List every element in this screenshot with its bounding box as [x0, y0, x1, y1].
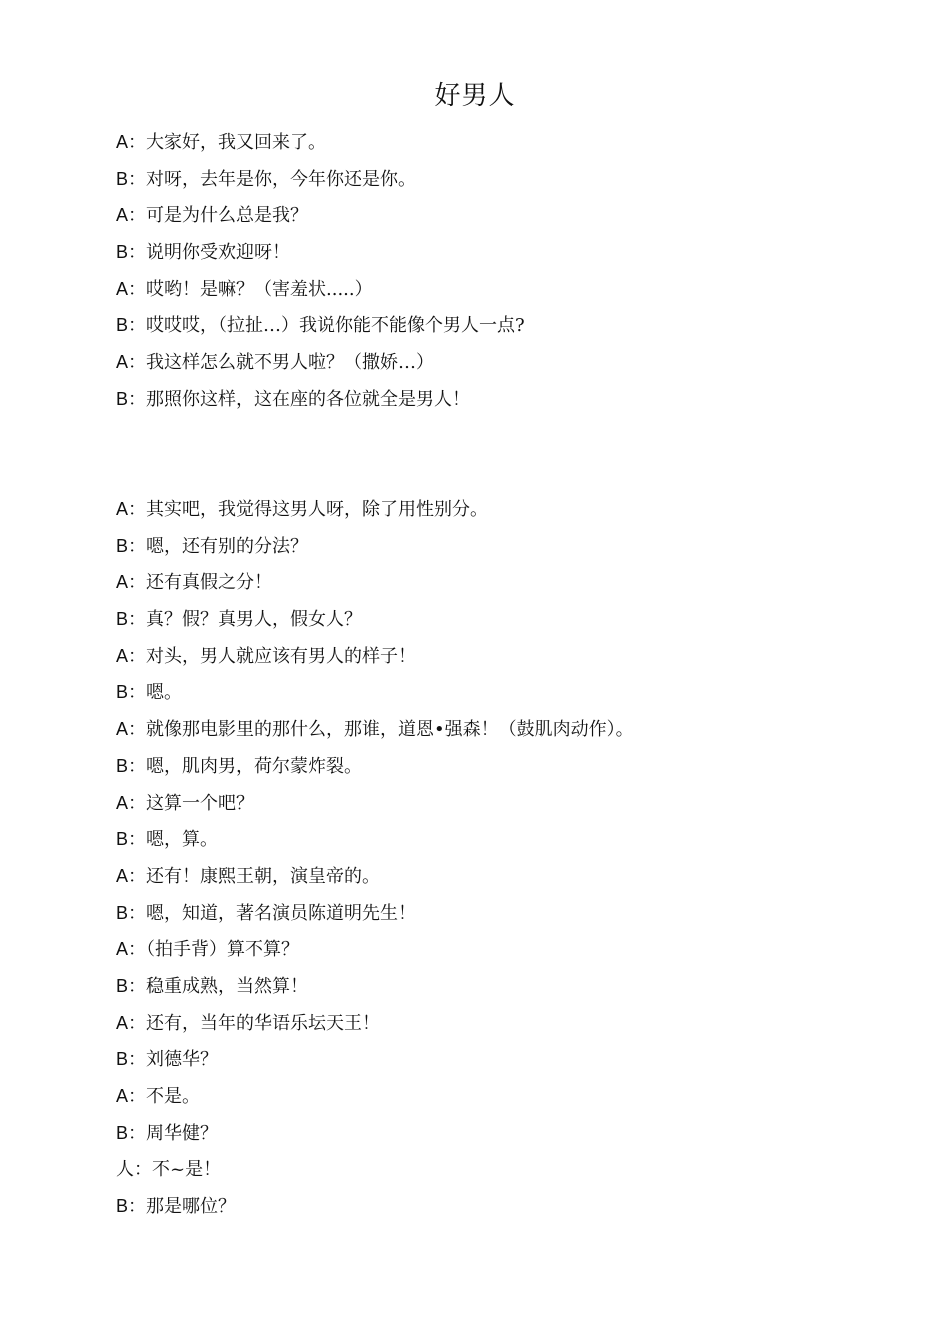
speaker-label: B：	[116, 975, 147, 996]
dialogue-line	[116, 711, 916, 748]
dialogue-line	[116, 1005, 916, 1042]
speaker-label: A：	[116, 719, 147, 740]
dialogue-section-1	[116, 124, 916, 418]
document-title: 好男人	[434, 81, 516, 111]
dialogue-line	[116, 528, 916, 565]
dialogue-line	[116, 1041, 916, 1078]
line-text: 稳重成熟，当然算！	[146, 975, 309, 997]
line-text: 哎哎哎，（拉扯…）我说你能不能像个男人一点?	[146, 315, 525, 337]
dialogue-line	[116, 858, 916, 895]
dialogue-line	[116, 161, 916, 198]
line-text: 那照你这样，这在座的各位就全是男人！	[146, 388, 471, 410]
speaker-label: A：	[116, 939, 147, 960]
line-text: 还有真假之分！	[146, 572, 273, 594]
dialogue-line	[116, 1078, 916, 1115]
line-text: 这算一个吧？	[146, 792, 255, 814]
speaker-label: B：	[116, 682, 147, 703]
line-text: 对头，男人就应该有男人的样子！	[146, 645, 417, 667]
dialogue-line	[116, 307, 916, 344]
line-text: 哎哟！是嘛？（害羞状.....）	[146, 278, 373, 300]
line-text: 还有！康熙王朝，演皇帝的。	[146, 865, 381, 887]
dialogue-line	[116, 124, 916, 161]
line-text: （拍手背）算不算？	[146, 939, 300, 961]
line-text: 还有，当年的华语乐坛天王！	[146, 1012, 381, 1034]
speaker-label: A：	[116, 645, 147, 666]
speaker-label: A：	[116, 1086, 147, 1106]
speaker-label: B：	[116, 388, 147, 409]
line-text: 对呀，去年是你，今年你还是你。	[146, 168, 417, 190]
dialogue-line	[116, 1115, 916, 1152]
dialogue-section-2	[116, 491, 916, 1225]
dialogue-line	[116, 1151, 916, 1188]
speaker-label: B：	[116, 1122, 147, 1143]
dialogue-line	[116, 748, 916, 785]
dialogue-line	[116, 821, 916, 858]
speaker-label: B：	[116, 755, 147, 776]
line-text: 真？假？真男人，假女人？	[146, 609, 363, 631]
speaker-label: A：	[116, 499, 147, 519]
speaker-label: B：	[116, 535, 147, 556]
speaker-label: A：	[116, 1012, 147, 1033]
line-text: 可是为什么总是我？	[146, 205, 309, 227]
speaker-label: A：	[116, 352, 147, 373]
speaker-label: B：	[116, 315, 147, 336]
dialogue-line	[116, 271, 916, 308]
line-text: 那是哪位？	[146, 1196, 237, 1218]
line-text: 嗯，肌肉男，荷尔蒙炸裂。	[146, 755, 363, 777]
speaker-label: B：	[116, 168, 147, 189]
dialogue-line	[116, 564, 916, 601]
line-text: 周华健？	[146, 1122, 219, 1144]
speaker-label: B：	[116, 242, 147, 263]
line-text: 就像那电影里的那什么，那谁，道恩•强森！（鼓肌肉动作）。	[146, 719, 634, 741]
dialogue-line	[116, 785, 916, 822]
line-text: 嗯，算。	[146, 829, 219, 851]
dialogue-line	[116, 491, 916, 528]
dialogue-line	[116, 381, 916, 418]
speaker-label: B：	[116, 1196, 147, 1217]
speaker-label: A：	[116, 132, 147, 152]
speaker-label: A：	[116, 278, 147, 299]
line-text: 嗯，还有别的分法？	[146, 535, 309, 557]
line-text: 大家好，我又回来了。	[146, 132, 327, 153]
dialogue-line	[116, 638, 916, 675]
speaker-label: B：	[116, 1049, 147, 1070]
speaker-label: B：	[116, 902, 147, 923]
dialogue-line	[116, 895, 916, 932]
dialogue-line	[116, 601, 916, 638]
line-text: 不~是！	[152, 1159, 222, 1181]
dialogue-line	[116, 674, 916, 711]
dialogue-line	[116, 197, 916, 234]
speaker-label: A：	[116, 572, 147, 593]
dialogue-line	[116, 968, 916, 1005]
speaker-label: 人：	[116, 1159, 152, 1180]
dialogue-line	[116, 234, 916, 271]
line-text: 说明你受欢迎呀！	[146, 242, 291, 264]
line-text: 其实吧，我觉得这男人呀，除了用性别分。	[146, 499, 489, 520]
line-text: 嗯，知道，著名演员陈道明先生！	[146, 902, 417, 924]
line-text: 我这样怎么就不男人啦？（撒娇…）	[146, 352, 435, 374]
line-text: 刘德华？	[146, 1049, 219, 1071]
speaker-label: B：	[116, 609, 147, 630]
speaker-label: A：	[116, 792, 147, 813]
line-text: 嗯。	[146, 682, 183, 704]
dialogue-line	[116, 931, 916, 968]
speaker-label: B：	[116, 829, 147, 850]
speaker-label: A：	[116, 205, 147, 226]
line-text: 不是。	[146, 1086, 201, 1107]
speaker-label: A：	[116, 865, 147, 886]
dialogue-line	[116, 1188, 916, 1225]
dialogue-line	[116, 344, 916, 381]
